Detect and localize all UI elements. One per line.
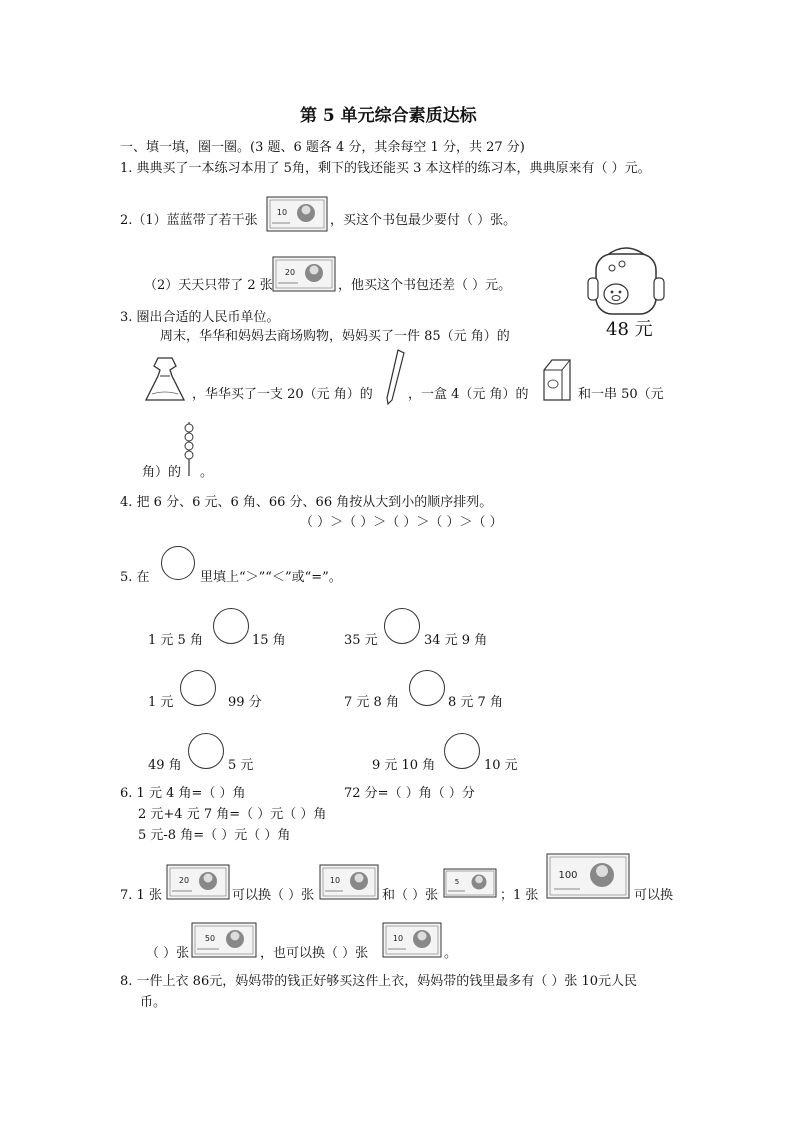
pencil-icon	[384, 348, 406, 406]
question-6-line1: 6. 1 元 4 角=（ ）角	[120, 786, 246, 801]
banknote-20-icon	[272, 256, 336, 292]
milk-carton-icon	[540, 356, 574, 402]
question-7-text-e: 可以换	[634, 888, 674, 903]
question-7-text-d: ；1 张	[500, 888, 539, 903]
section-heading: 一、填一填，圈一圈。(3 题、6 题各 4 分，其余每空 1 分，共 27 分)	[120, 140, 525, 155]
question-7-text-a: 7. 1 张	[120, 888, 162, 903]
compare-right: 15 角	[252, 633, 286, 648]
page-title: 第 5 单元综合素质达标	[300, 106, 477, 126]
compare-circle[interactable]	[188, 733, 224, 769]
question-7-text-h: 。	[444, 946, 458, 961]
question-6-line1-right: 72 分=（ ）角（ ）分	[344, 786, 475, 801]
compare-left: 49 角	[148, 758, 182, 773]
banknote-10-icon	[319, 864, 379, 900]
note-value: 100	[558, 870, 578, 881]
question-7-text-b: 可以换（ ）张	[232, 888, 315, 903]
note-value: 20	[284, 268, 296, 277]
compare-circle[interactable]	[384, 608, 420, 644]
banknote-20-icon	[166, 864, 230, 900]
banknote-10-icon	[382, 922, 442, 958]
question-5-stem-b: 里填上“＞”“＜”或“=”。	[200, 570, 342, 585]
question-1: 1. 典典买了一本练习本用了 5角，剩下的钱还能买 3 本这样的练习本，典典原来有（ ）元。	[120, 161, 651, 176]
note-value: 10	[329, 876, 341, 885]
question-4-stem: 4. 把 6 分、6 元、6 角、66 分、66 角按从大到小的顺序排列。	[120, 495, 493, 510]
banknote-100-icon	[546, 853, 630, 899]
compare-circle[interactable]	[213, 608, 249, 644]
question-8-line1: 8. 一件上衣 86元，妈妈带的钱正好够买这件上衣，妈妈带的钱里最多有（ ）张 10元人民	[120, 974, 638, 989]
compare-circle[interactable]	[180, 670, 216, 706]
candied-fruit-skewer-icon	[181, 420, 197, 478]
compare-left: 35 元	[344, 633, 378, 648]
compare-left: 9 元 10 角	[372, 758, 436, 773]
banknote-5-icon	[443, 868, 497, 898]
dress-icon	[142, 354, 188, 404]
question-7-text-g: ，也可以换（ ）张	[260, 946, 369, 961]
note-value: 50	[204, 934, 216, 943]
compare-right: 5 元	[228, 758, 254, 773]
compare-right: 34 元 9 角	[424, 633, 488, 648]
question-6-line2: 2 元+4 元 7 角=（ ）元（ ）角	[138, 807, 327, 822]
compare-right: 8 元 7 角	[448, 695, 503, 710]
backpack-icon	[584, 242, 668, 318]
banknote-10-icon	[266, 196, 328, 232]
question-3-line2-a: ，华华买了一支 20（元 角）的	[192, 387, 373, 402]
compare-left: 7 元 8 角	[344, 695, 399, 710]
question-2-part1-text-a: 2.（1）蓝蓝带了若干张	[120, 213, 258, 228]
question-3-line2-c: 和一串 50（元	[578, 387, 664, 402]
question-3-line3-b: 。	[200, 465, 214, 480]
question-3-line1: 周末，华华和妈妈去商场购物，妈妈买了一件 85（元 角）的	[160, 329, 510, 344]
note-value: 5	[454, 878, 460, 886]
note-value: 20	[178, 876, 190, 885]
compare-right: 99 分	[228, 695, 262, 710]
question-7-text-f: （ ）张	[146, 946, 190, 961]
backpack-price: 48 元	[606, 319, 653, 340]
question-3-line2-b: ，一盒 4（元 角）的	[408, 387, 529, 402]
banknote-50-icon	[191, 922, 257, 958]
compare-left: 1 元	[148, 695, 174, 710]
note-value: 10	[276, 208, 288, 217]
question-4-answer-blanks: （ ）＞（ ）＞（ ）＞（ ）＞（ ）	[300, 515, 503, 530]
question-3-stem: 3. 圈出合适的人民币单位。	[120, 310, 280, 325]
question-2-part2-text-b: ，他买这个书包还差（ ）元。	[338, 278, 512, 293]
compare-left: 1 元 5 角	[148, 633, 203, 648]
question-8-line2: 币。	[140, 995, 167, 1010]
compare-circle[interactable]	[409, 670, 445, 706]
question-3-line3-a: 角）的	[142, 465, 182, 480]
question-5-stem-a: 5. 在	[120, 570, 150, 585]
question-6-line3: 5 元-8 角=（ ）元（ ）角	[138, 828, 291, 843]
compare-right: 10 元	[484, 758, 518, 773]
question-2-part2-text-a: （2）天天只带了 2 张	[144, 278, 273, 293]
question-2-part1-text-b: ，买这个书包最少要付（ ）张。	[330, 213, 517, 228]
note-value: 10	[392, 934, 404, 943]
question-7-text-c: 和（ ）张	[382, 888, 439, 903]
compare-circle[interactable]	[444, 733, 480, 769]
example-circle	[161, 546, 195, 580]
